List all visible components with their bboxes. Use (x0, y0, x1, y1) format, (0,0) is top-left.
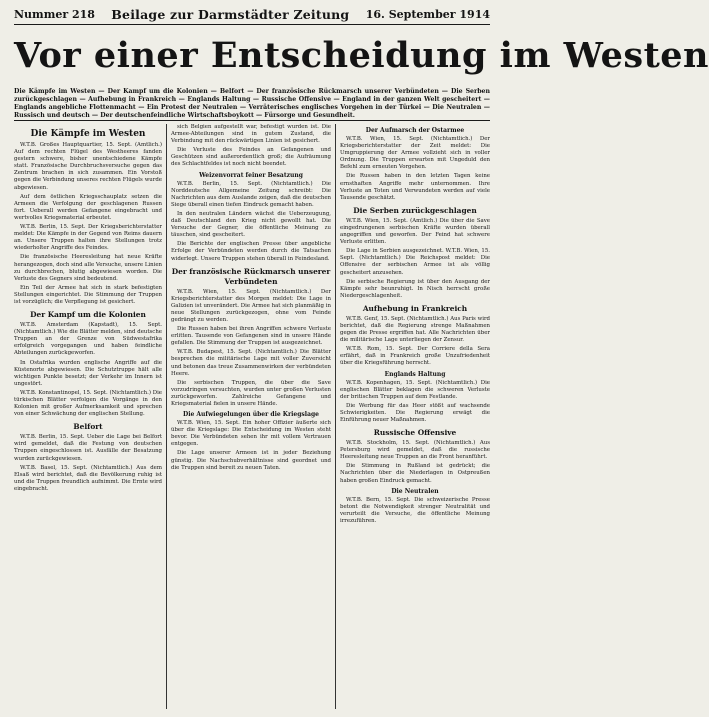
supplement-title: Beilage zur Darmstädter Zeitung (111, 6, 350, 22)
article-paragraph: Die französische Heeresleitung hat neue Kräfte herangezogen, doch sind alle Versuche, unsere Linien zu durchbrechen, blutig abgewiesen worden. Die Verluste des Gegners sind bedeutend. (14, 254, 162, 282)
section-title: Weizenvorrat feiner Besatzung (199, 171, 303, 179)
article-paragraph: W.T.B. Berlin, 15. Sept. (Nichtamtlich.) Die Norddeutsche Allgemeine Zeitung schreibt: Die Nachrichten aus dem Auslande zeigen, daß die deutschen Siege überall einen tiefen Eindruck gemacht haben. (171, 180, 331, 208)
article-paragraph: W.T.B. Bern, 15. Sept. Die schweizerische Presse betont die Notwendigkeit strenger Neutralität und verurteilt die Versuche, die öffentliche Meinung irrezuführen. (340, 496, 490, 524)
article-paragraph: W.T.B. Berlin, 15. Sept. Ueber die Lage bei Belfort wird gemeldet, daß die Festung von deutschen Truppen eingeschlossen ist. Ausfälle der Besatzung wurden zurückgewiesen. (14, 434, 162, 462)
column-left (14, 124, 162, 711)
article-paragraph: Die serbische Regierung ist über den Ausgang der Kämpfe sehr beunruhigt. In Nisch herrscht große Niedergeschlagenheit. (340, 278, 490, 299)
section-title: Die Serben zurückgeschlagen (353, 205, 477, 215)
article-paragraph: W.T.B. Wien, 15. Sept. Ein hoher Offizier äußerte sich über die Kriegslage: Die Entscheidung im Westen steht bevor. Die Verbündeten sehen ihr mit vollem Vertrauen entgegen. (171, 420, 331, 448)
article-paragraph: In den neutralen Ländern wächst die Ueberzeugung, daß Deutschland den Krieg nicht gewollt hat. Die Versuche der Gegner, die öffentliche Meinung zu täuschen, sind gescheitert. (171, 210, 331, 239)
header-rule (14, 24, 490, 25)
article-paragraph: Die Russen haben in den letzten Tagen keine ernsthaften Angriffe mehr unternommen. Ihre Verluste an Toten und Verwundeten werden auf viele Tausende geschätzt. (340, 173, 490, 201)
page-header (14, 6, 490, 22)
section-title: Der französische Rückmarsch unserer Verbündeten (171, 266, 331, 286)
section-title: Die Neutralen (391, 487, 439, 495)
headline-summary: Die Kämpfe im Westen — Der Kampf um die Kolonien — Belfort — Der französische Rückmarsch unserer Verbündeten — Die Serben zurückgeschlagen — Aufhebung in Frankreich — Englands Haltung — Russische Offensive — England in der ganzen Welt gescheitert — Englands angebliche Flottenmacht — Ein Protest der Neutralen — Verräterisches englisches Vorgehen in der Türkei — Die Neutralen — Russisch und deutsch — Der deutschenfeindliche Wirtschaftsboykott — Fürsorge und Gesundheit. (14, 88, 490, 119)
article-paragraph: W.T.B. Kopenhagen, 15. Sept. (Nichtamtlich.) Die englischen Blätter beklagen die schweren Verluste der britischen Truppen auf dem Festlande. (340, 379, 490, 400)
article-paragraph: W.T.B. Genf, 15. Sept. (Nichtamtlich.) Aus Paris wird berichtet, daß die Regierung strenge Maßnahmen gegen die Presse ergriffen hat. Alle Nachrichten über die militärische Lage unterliegen der Zensur. (340, 315, 490, 344)
article-paragraph: W.T.B. Rom, 15. Sept. Der Corriere della Sera erfährt, daß in Frankreich große Unzufriedenheit über die Kriegsführung herrscht. (340, 346, 490, 367)
article-paragraph: W.T.B. Budapest, 15. Sept. (Nichtamtlich.) Die Blätter besprechen die militärische Lage mit voller Zuversicht und betonen das treue Zusammenwirken der verbündeten Heere. (171, 349, 331, 377)
section-title: Belfort (73, 422, 103, 432)
section-title: Die Kämpfe im Westen (30, 129, 146, 139)
article-paragraph: Die Lage unserer Armeen ist in jeder Beziehung günstig. Die Nachschubverhältnisse sind geordnet und die Truppen sind bereit zu neuen Taten. (171, 450, 331, 471)
column-divider (335, 124, 336, 709)
article-paragraph: W.T.B. Stockholm, 15. Sept. (Nichtamtlich.) Aus Petersburg wird gemeldet, daß die russische Heeresleitung neue Truppen an die Front heranführt. (340, 440, 490, 461)
section-title: Englands Haltung (384, 370, 446, 378)
article-paragraph: W.T.B. Großes Hauptquartier, 15. Sept. (Amtlich.) Auf dem rechten Flügel des Westheeres fanden gestern schwere, bisher unentschiedene Kämpfe statt. Französische Durchbruchsversuche gegen das Zentrum brachen in sich zusammen. Ein Vorstoß gegen die Verbindung unseres rechten Flügels wurde abgewiesen. (14, 142, 162, 191)
article-paragraph: Die Werbung für das Heer stößt auf wachsende Schwierigkeiten. Die Regierung erwägt die Einführung neuer Maßnahmen. (340, 402, 490, 423)
article-paragraph: Die Russen haben bei ihren Angriffen schwere Verluste erlitten. Tausende von Gefangenen sind in unsere Hände gefallen. Die Stimmung der Truppen ist ausgezeichnet. (171, 326, 331, 347)
article-paragraph: sich Belgien aufgestellt war, befestigt wurden ist. Die Armee-Abteilungen sind in gutem Zustand, die Verbindung mit den rückwärtigen Linien ist gesichert. (171, 124, 331, 145)
article-paragraph: W.T.B. Wien, 15. Sept. (Nichtamtlich.) Der Kriegsberichterstatter der Zeit meldet: Die Umgruppierung der Armee vollzieht sich in voller Ordnung. Die Truppen erwarten mit Ungeduld den Befehl zum erneuten Vorgehen. (340, 136, 490, 171)
section-title: Der Kampf um die Kolonien (30, 310, 146, 320)
article-paragraph: In Ostafrika wurden englische Angriffe auf die Küstenorte abgewiesen. Die Schutztruppe hält alle wichtigen Punkte besetzt; der Verkehr im Innern ist ungestört. (14, 359, 162, 387)
article-paragraph: W.T.B. Berlin, 15. Sept. Der Kriegsberichterstatter meldet: Die Kämpfe in der Gegend von Reims dauern an. Unsere Truppen halten ihre Stellungen trotz wiederholter Angriffe des Feindes. (14, 224, 162, 252)
article-paragraph: Ein Teil der Armee hat sich in stark befestigten Stellungen eingerichtet. Die Stimmung der Truppen ist vorzüglich; die Verpflegung ist gesichert. (14, 284, 162, 305)
section-title: Die Aufwiegelungen über die Kriegslage (183, 411, 319, 419)
article-paragraph: W.T.B. Wien, 15. Sept. (Amtlich.) Die über die Save eingedrungenen serbischen Kräfte wurden überall angegriffen und geworfen. Der Feind hat schwere Verluste erlitten. (340, 217, 490, 246)
article-paragraph: W.T.B. Amsterdam (Kapstadt), 15. Sept. (Nichtamtlich.) Wie die Blätter melden, sind deutsche Truppen an der Grenze von Südwestafrika erfolgreich vorgegangen und haben feindliche Abteilungen zurückgeworfen. (14, 322, 162, 357)
column-right (340, 124, 490, 711)
article-paragraph: Auf dem östlichen Kriegsschauplatz setzen die Armeen die Verfolgung der geschlagenen Russen fort. Ueberall werden Gefangene eingebracht und wertvolles Kriegsmaterial erbeutet. (14, 193, 162, 221)
article-paragraph: Die Berichte der englischen Presse über angebliche Erfolge der Verbündeten werden durch die Tatsachen widerlegt. Unsere Truppen stehen überall in Feindesland. (171, 241, 331, 262)
section-title: Russische Offensive (373, 428, 457, 438)
article-paragraph: W.T.B. Wien, 15. Sept. (Nichtamtlich.) Der Kriegsberichterstatter des Morgen meldet: Die Lage in Galizien ist unverändert. Die Armee hat sich planmäßig in neue Stellungen zurückgezogen, ohne vom Feinde gedrängt zu werden. (171, 288, 331, 323)
section-title: Der Aufmarsch der Ostarmee (365, 127, 465, 134)
section-title: Aufhebung in Frankreich (362, 303, 468, 313)
article-paragraph: Die Lage in Serbien ausgezeichnet. W.T.B. Wien, 15. Sept. (Nichtamtlich.) Die Reichspost meldet: Die Offensive der serbischen Armee ist als völlig gescheitert anzusehen. (340, 248, 490, 276)
summary-rule (14, 120, 490, 121)
issue-number: Nummer 218 (14, 7, 95, 21)
article-paragraph: Die Verluste des Feindes an Gefangenen und Geschützen sind außerordentlich groß; die Aufräumung des Schlachtfeldes ist noch nicht beendet. (171, 147, 331, 168)
main-headline: Vor einer Entscheidung im Westen (14, 35, 709, 76)
column-divider (166, 124, 167, 709)
article-paragraph: W.T.B. Konstantinopel, 15. Sept. (Nichtamtlich.) Die türkischen Blätter verfolgen die Vorgänge in den Kolonien mit großer Aufmerksamkeit und sprechen von einer Schwächung der englischen Stellung. (14, 389, 162, 418)
article-paragraph: W.T.B. Basel, 15. Sept. (Nichtamtlich.) Aus dem Elsaß wird berichtet, daß die Bevölkerung ruhig ist und die Truppen freundlich aufnimmt. Die Ernte wird eingebracht. (14, 464, 162, 492)
article-paragraph: Die Stimmung in Rußland ist gedrückt; die Nachrichten über die Niederlagen in Ostpreußen haben großen Eindruck gemacht. (340, 463, 490, 484)
column-middle (171, 124, 331, 711)
issue-date: 16. September 1914 (365, 7, 490, 21)
article-paragraph: Die serbischen Truppen, die über die Save vorzudringen versuchten, wurden unter großen Verlusten zurückgeworfen. Zahlreiche Gefangene und Kriegsmaterial fielen in unsere Hände. (171, 379, 331, 407)
